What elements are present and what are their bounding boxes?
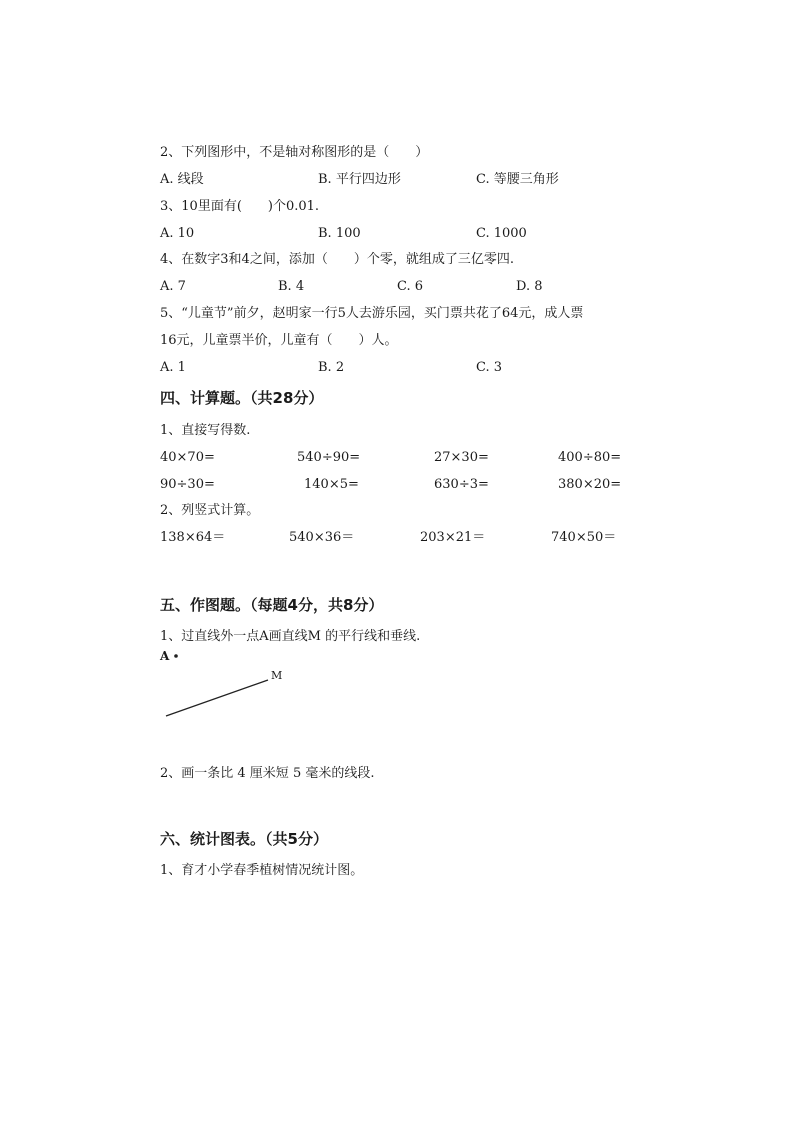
- point-a-dot: [174, 654, 178, 658]
- question-4-option-d: D. 8: [516, 279, 543, 294]
- question-5-option-c: C. 3: [476, 360, 503, 375]
- section-5-heading: 五、作图题。（每题4分，共8分）: [160, 596, 384, 614]
- question-5-option-a: A. 1: [160, 360, 186, 375]
- question-4-option-b: B. 4: [278, 279, 305, 294]
- question-4-stem: 4、在数字3和4之间，添加（ ）个零，就组成了三亿零四.: [160, 252, 514, 267]
- line-m: [166, 680, 268, 716]
- point-a-label: A: [160, 649, 170, 663]
- question-3-option-a: A. 10: [160, 226, 195, 241]
- calc-item: 540÷90=: [297, 450, 361, 465]
- question-3-option-b: B. 100: [318, 226, 361, 241]
- vertical-calc-item: 203×21＝: [420, 530, 486, 545]
- calc-item: 40×70=: [160, 450, 215, 465]
- calc-item: 400÷80=: [558, 450, 622, 465]
- calc-item: 90÷30=: [160, 477, 215, 492]
- question-5-option-b: B. 2: [318, 360, 345, 375]
- calc-item: 630÷3=: [434, 477, 489, 492]
- section-4-heading: 四、计算题。（共28分）: [160, 389, 324, 407]
- drawing-question-2: 2、画一条比 4 厘米短 5 毫米的线段.: [160, 766, 375, 781]
- question-2-option-b: B. 平行四边形: [318, 172, 401, 187]
- question-4-option-a: A. 7: [160, 279, 186, 294]
- statistics-question-1: 1、育才小学春季植树情况统计图。: [160, 863, 364, 878]
- calc-sub1-title: 1、直接写得数.: [160, 423, 251, 438]
- vertical-calc-item: 138×64＝: [160, 530, 226, 545]
- calc-item: 140×5=: [304, 477, 359, 492]
- vertical-calc-item: 740×50＝: [551, 530, 617, 545]
- line-m-label: M: [271, 669, 283, 682]
- question-4-option-c: C. 6: [397, 279, 424, 294]
- calc-item: 27×30=: [434, 450, 489, 465]
- drawing-question-1: 1、过直线外一点A画直线M 的平行线和垂线.: [160, 629, 421, 644]
- section-6-heading: 六、统计图表。（共5分）: [160, 830, 328, 848]
- question-5-stem-line2: 16元，儿童票半价，儿童有（ ）人。: [160, 333, 398, 348]
- question-2-option-a: A. 线段: [160, 172, 204, 187]
- question-3-option-c: C. 1000: [476, 226, 527, 241]
- question-2-option-c: C. 等腰三角形: [476, 172, 559, 187]
- question-2-stem: 2、下列图形中，不是轴对称图形的是（ ）: [160, 145, 429, 160]
- vertical-calc-item: 540×36＝: [289, 530, 355, 545]
- calc-item: 380×20=: [558, 477, 622, 492]
- question-5-stem-line1: 5、“儿童节”前夕，赵明家一行5人去游乐园，买门票共花了64元，成人票: [160, 306, 584, 321]
- calc-sub2-title: 2、列竖式计算。: [160, 503, 260, 518]
- question-3-stem: 3、10里面有( )个0.01.: [160, 199, 320, 214]
